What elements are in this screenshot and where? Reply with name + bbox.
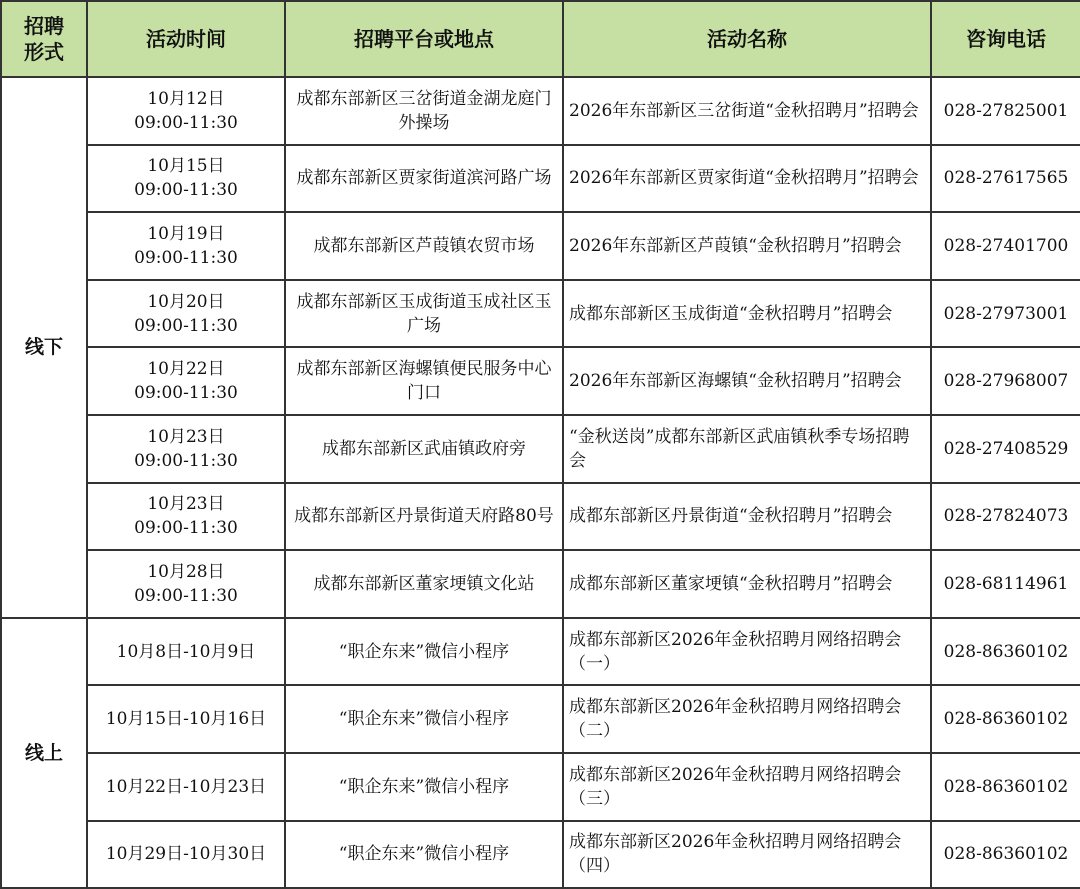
table-row [1, 550, 1080, 618]
mode-cell-offline: 线下 [1, 77, 87, 618]
phone-cell: 028-86360102 [931, 618, 1080, 686]
phone-cell: 028-27973001 [931, 280, 1080, 348]
date-text: 10月23日 [147, 494, 225, 515]
header-phone: 咨询电话 [931, 1, 1080, 77]
event-name-cell: 成都东部新区2026年金秋招聘月网络招聘会（一） [563, 618, 931, 686]
event-name-cell: 2026年东部新区三岔街道“金秋招聘月”招聘会 [563, 77, 931, 145]
time-cell: 10月15日-10月16日 [87, 685, 285, 753]
table-row [1, 483, 1080, 551]
phone-cell: 028-68114961 [931, 550, 1080, 618]
date-text: 10月28日 [147, 561, 225, 582]
event-name-cell: 2026年东部新区海螺镇“金秋招聘月”招聘会 [563, 347, 931, 415]
phone-cell: 028-27824073 [931, 483, 1080, 551]
header-place: 招聘平台或地点 [285, 1, 563, 77]
time-cell [87, 280, 285, 348]
phone-cell: 028-27825001 [931, 77, 1080, 145]
phone-cell: 028-86360102 [931, 753, 1080, 821]
time-cell: 10月22日-10月23日 [87, 753, 285, 821]
place-cell: 成都东部新区三岔街道金湖龙庭门外操场 [285, 77, 563, 145]
time-cell [87, 212, 285, 280]
date-text: 10月20日 [147, 291, 225, 312]
time-cell [87, 347, 285, 415]
event-name-cell: 成都东部新区丹景街道“金秋招聘月”招聘会 [563, 483, 931, 551]
hours-text: 09:00-11:30 [134, 585, 238, 606]
time-cell [87, 145, 285, 213]
place-cell: 成都东部新区芦葭镇农贸市场 [285, 212, 563, 280]
table-row [1, 618, 1080, 686]
event-name-cell: 成都东部新区董家埂镇“金秋招聘月”招聘会 [563, 550, 931, 618]
event-name-cell: 成都东部新区2026年金秋招聘月网络招聘会（二） [563, 685, 931, 753]
event-name-cell: 成都东部新区2026年金秋招聘月网络招聘会（四） [563, 821, 931, 889]
header-time: 活动时间 [87, 1, 285, 77]
place-cell: 成都东部新区玉成街道玉成社区玉广场 [285, 280, 563, 348]
hours-text: 09:00-11:30 [134, 112, 238, 133]
table-row [1, 685, 1080, 753]
header-mode: 招聘形式 [1, 1, 87, 77]
table-row [1, 347, 1080, 415]
hours-text: 09:00-11:30 [134, 180, 238, 201]
time-cell [87, 483, 285, 551]
place-cell: 成都东部新区董家埂镇文化站 [285, 550, 563, 618]
phone-cell: 028-27401700 [931, 212, 1080, 280]
time-cell [87, 77, 285, 145]
event-name-cell: 2026年东部新区芦葭镇“金秋招聘月”招聘会 [563, 212, 931, 280]
table-row [1, 145, 1080, 213]
event-name-cell: 成都东部新区2026年金秋招聘月网络招聘会（三） [563, 753, 931, 821]
place-cell: “职企东来”微信小程序 [285, 685, 563, 753]
date-text: 10月19日 [147, 223, 225, 244]
header-name: 活动名称 [563, 1, 931, 77]
place-cell: 成都东部新区武庙镇政府旁 [285, 415, 563, 483]
table-row [1, 821, 1080, 889]
table-row [1, 280, 1080, 348]
table-row [1, 415, 1080, 483]
date-text: 10月23日 [147, 426, 225, 447]
hours-text: 09:00-11:30 [134, 247, 238, 268]
place-cell: 成都东部新区海螺镇便民服务中心门口 [285, 347, 563, 415]
place-cell: “职企东来”微信小程序 [285, 753, 563, 821]
table-row [1, 77, 1080, 145]
phone-cell: 028-27968007 [931, 347, 1080, 415]
place-cell: 成都东部新区贾家街道滨河路广场 [285, 145, 563, 213]
date-text: 10月15日 [147, 156, 225, 177]
phone-cell: 028-27617565 [931, 145, 1080, 213]
event-name-cell: 2026年东部新区贾家街道“金秋招聘月”招聘会 [563, 145, 931, 213]
phone-cell: 028-86360102 [931, 685, 1080, 753]
date-text: 10月22日 [147, 359, 225, 380]
place-cell: “职企东来”微信小程序 [285, 618, 563, 686]
header-row [1, 1, 1080, 77]
time-cell [87, 550, 285, 618]
time-cell [87, 415, 285, 483]
hours-text: 09:00-11:30 [134, 315, 238, 336]
hours-text: 09:00-11:30 [134, 383, 238, 404]
phone-cell: 028-86360102 [931, 821, 1080, 889]
date-text: 10月12日 [147, 88, 225, 109]
hours-text: 09:00-11:30 [134, 450, 238, 471]
time-cell: 10月29日-10月30日 [87, 821, 285, 889]
table-row [1, 212, 1080, 280]
event-name-cell: “金秋送岗”成都东部新区武庙镇秋季专场招聘会 [563, 415, 931, 483]
mode-cell-online: 线上 [1, 618, 87, 888]
place-cell: “职企东来”微信小程序 [285, 821, 563, 889]
phone-cell: 028-27408529 [931, 415, 1080, 483]
event-name-cell: 成都东部新区玉成街道“金秋招聘月”招聘会 [563, 280, 931, 348]
hours-text: 09:00-11:30 [134, 518, 238, 539]
table-row [1, 753, 1080, 821]
time-cell: 10月8日-10月9日 [87, 618, 285, 686]
place-cell: 成都东部新区丹景街道天府路80号 [285, 483, 563, 551]
